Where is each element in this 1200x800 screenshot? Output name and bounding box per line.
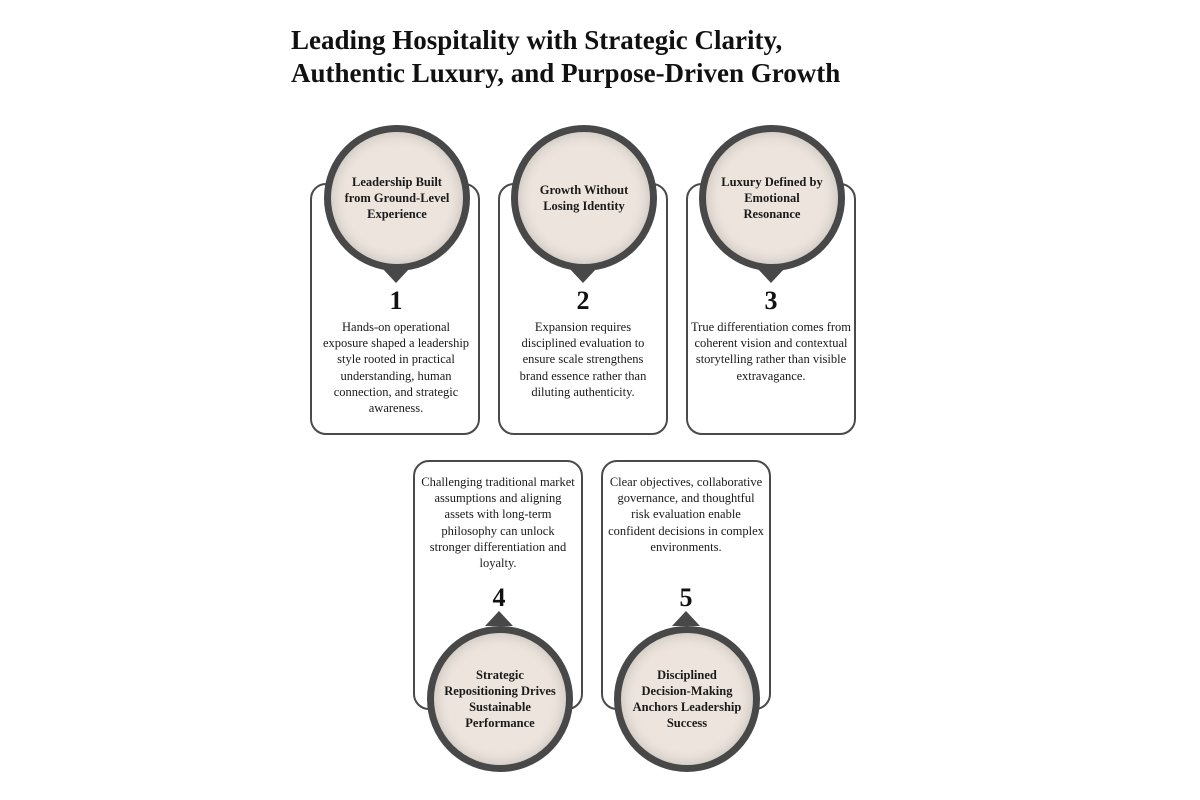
- circle-3: [699, 125, 845, 271]
- title-line-2: Authentic Luxury, and Purpose-Driven Growth: [291, 58, 841, 88]
- number-1: 1: [389, 286, 403, 315]
- heading-5: Disciplined Decision-Making Anchors Leadership Success: [632, 668, 742, 730]
- description-1: Hands-on operational exposure shaped a leadership style rooted in practical understanding, human connection, and strategic awareness.: [322, 320, 470, 416]
- description-4: Challenging traditional market assumptions and aligning assets with long-term philosophy can unlock stronger differentiation and loyalty.: [421, 475, 575, 571]
- number-5: 5: [679, 583, 693, 612]
- number-3: 3: [764, 286, 778, 315]
- heading-1: Leadership Built from Ground-Level Experience: [344, 175, 450, 221]
- circle-1: [324, 125, 470, 271]
- description-3: True differentiation comes from coherent vision and contextual storytelling rather than visible extravagance.: [690, 320, 852, 383]
- circle-5: [614, 626, 760, 772]
- title-line-1: Leading Hospitality with Strategic Clarity,: [291, 25, 783, 55]
- circle-4: [427, 626, 573, 772]
- number-2: 2: [576, 286, 590, 315]
- page-title: [291, 24, 991, 90]
- pointer-4: [485, 611, 513, 626]
- description-5: Clear objectives, collaborative governance, and thoughtful risk evaluation enable confident decisions in complex environments.: [608, 475, 764, 554]
- pointer-5: [672, 611, 700, 626]
- circle-2: [511, 125, 657, 271]
- heading-2: Growth Without Losing Identity: [539, 183, 629, 213]
- number-4: 4: [492, 583, 506, 612]
- heading-4: Strategic Repositioning Drives Sustainable Performance: [444, 668, 556, 730]
- heading-3: Luxury Defined by Emotional Resonance: [721, 175, 823, 221]
- description-2: Expansion requires disciplined evaluation to ensure scale strengthens brand essence rather than diluting authenticity.: [519, 320, 647, 399]
